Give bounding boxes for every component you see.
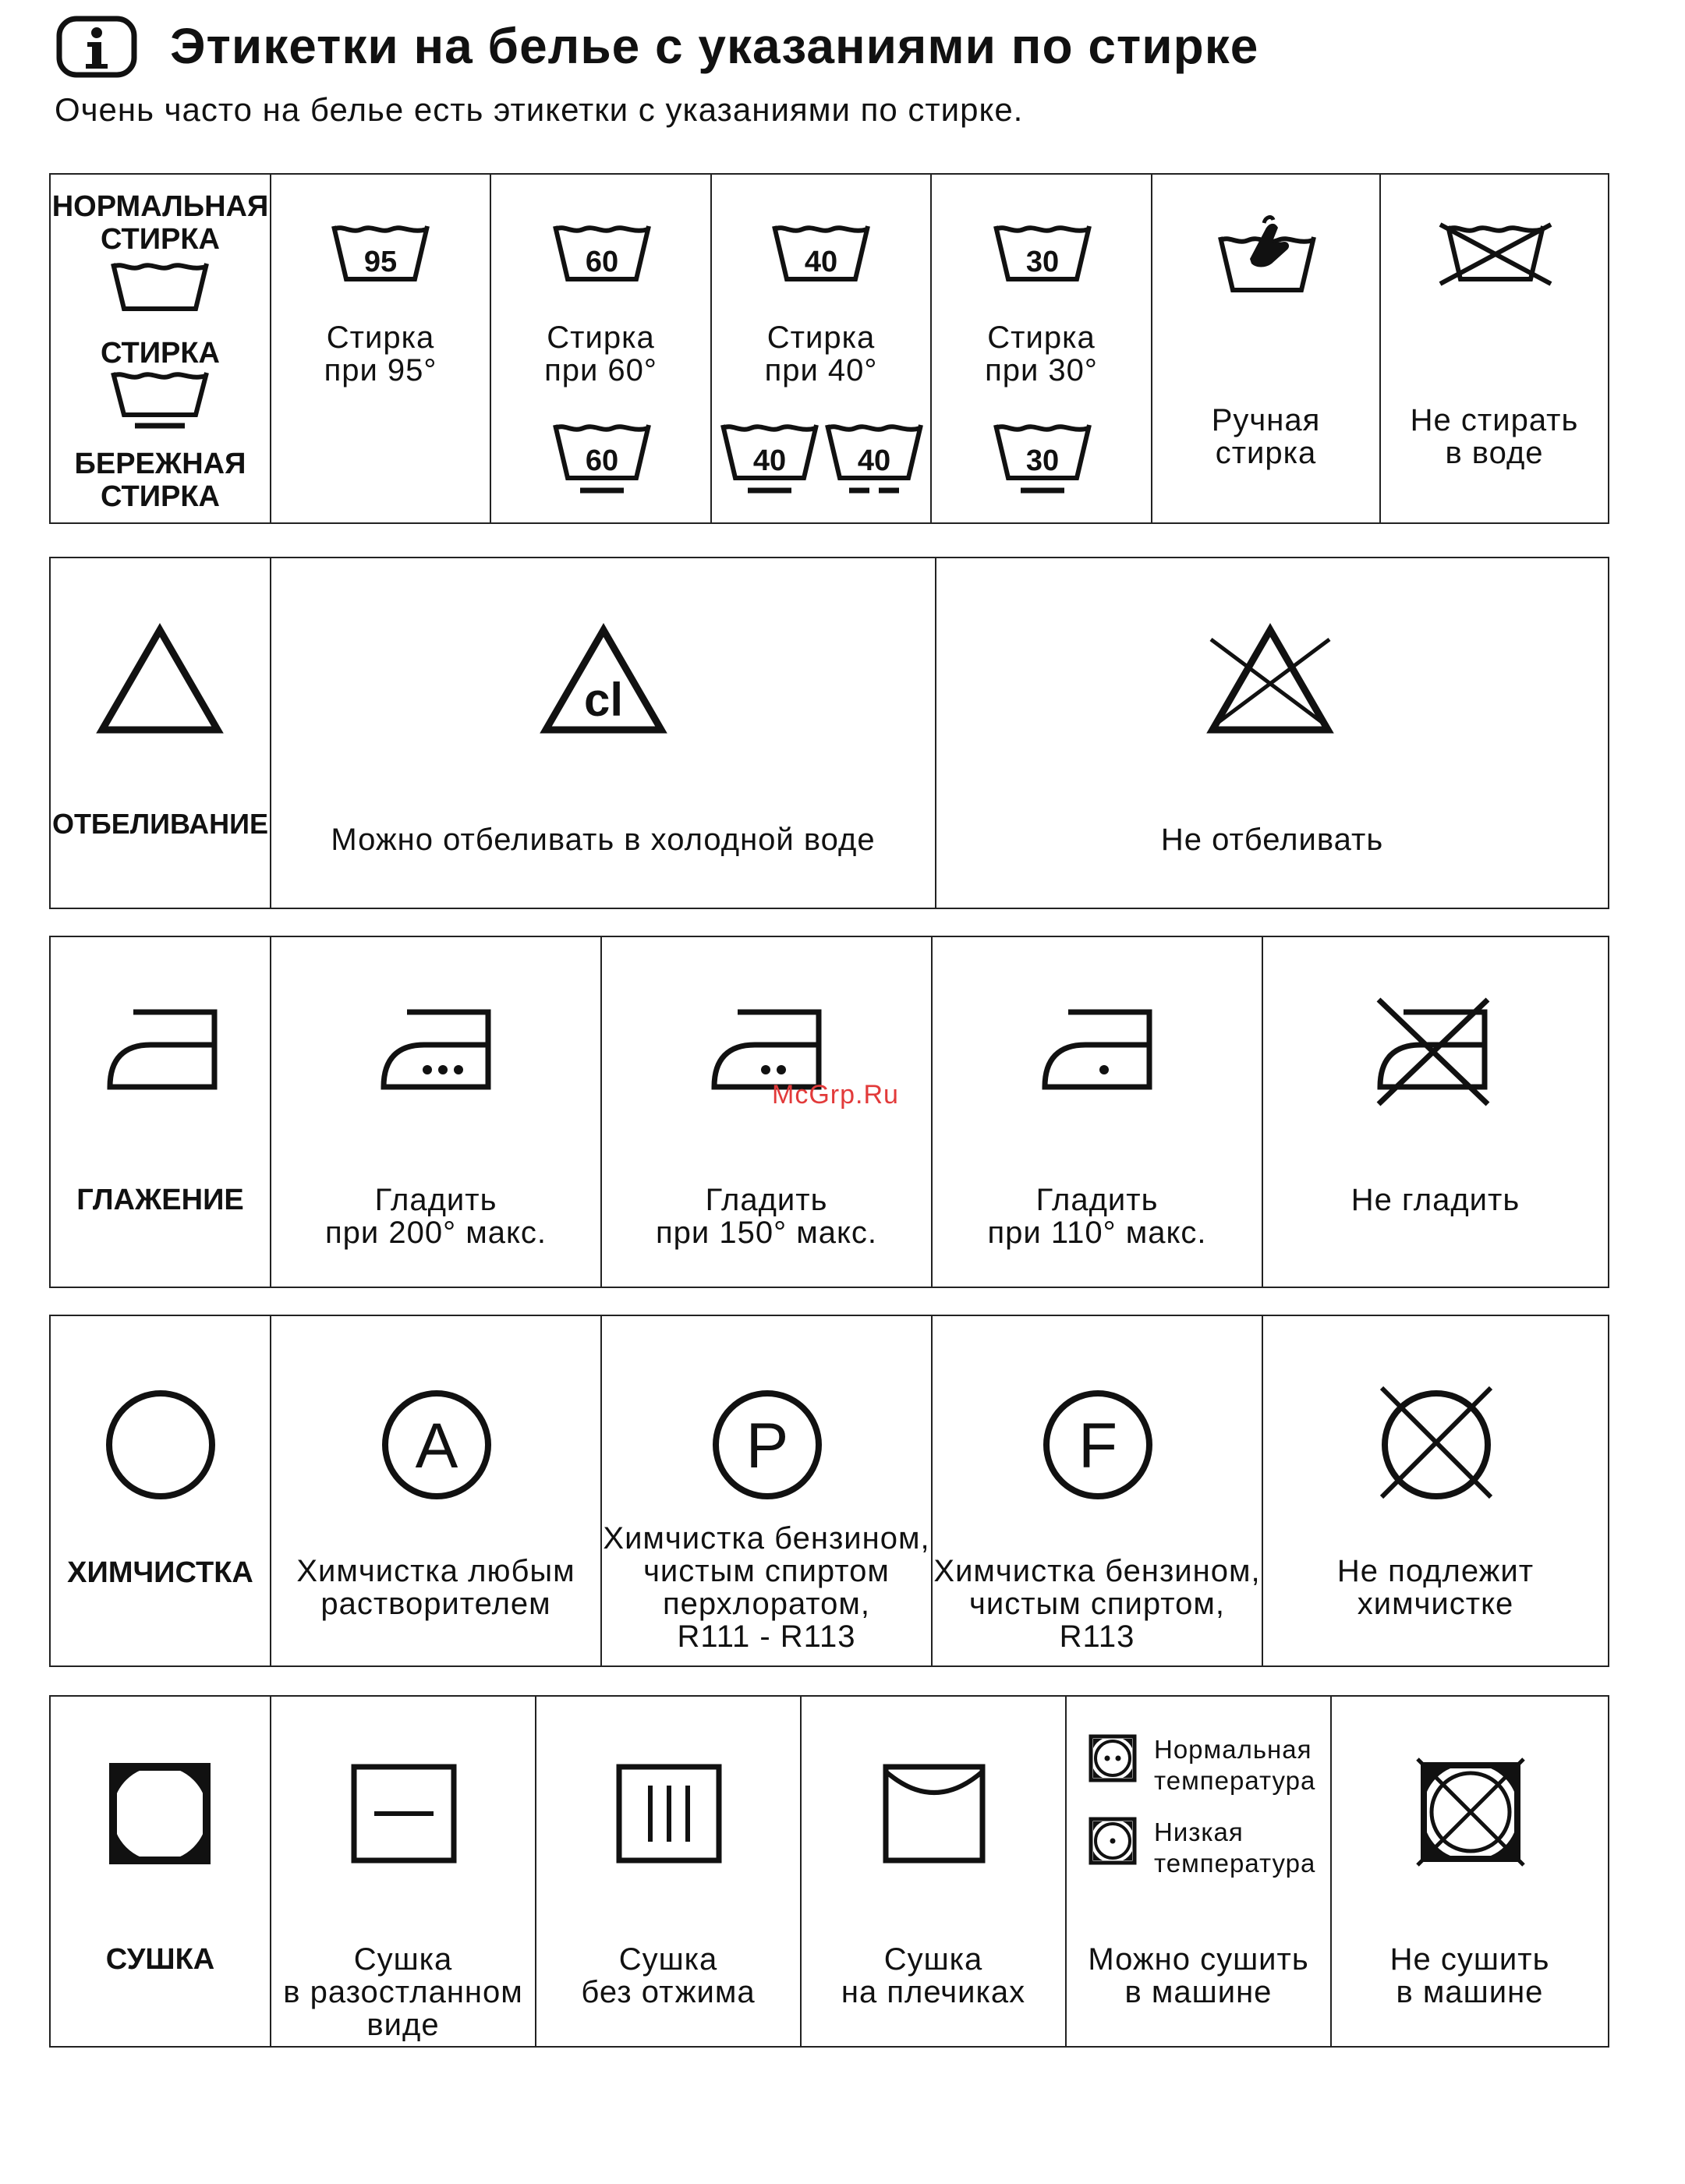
line-dry-icon bbox=[883, 1764, 986, 1864]
iron-110-label: Гладить при 110° макс. bbox=[987, 1183, 1207, 1250]
wash-30-label: Стирка при 30° bbox=[985, 320, 1098, 388]
watermark: McGrp.Ru bbox=[772, 1080, 899, 1110]
dry-flat-icon bbox=[351, 1764, 457, 1864]
iron-150-label: Гладить при 150° макс. bbox=[655, 1183, 878, 1250]
drip-dry-icon bbox=[616, 1764, 722, 1864]
bleaching-heading-cell bbox=[51, 558, 270, 908]
wash-60-temp: 60 bbox=[585, 246, 619, 278]
ironing-row bbox=[49, 936, 1609, 1288]
drying-heading: СУШКА bbox=[105, 1943, 215, 1976]
wash-30-temp: 30 bbox=[1025, 246, 1060, 278]
wash-30-icon bbox=[994, 221, 1091, 287]
do-not-wash-icon bbox=[1437, 221, 1554, 287]
dryclean-a-label: Химчистка любым растворителем bbox=[296, 1554, 575, 1621]
tumble-dry-ok-cell bbox=[1065, 1697, 1330, 2046]
tumble-dry-square-icon bbox=[110, 1764, 210, 1864]
hanger-dry-label: Сушка на плечиках bbox=[841, 1942, 1026, 2009]
tumble-dry-normal-icon bbox=[1089, 1734, 1137, 1782]
wash-95-temp: 95 bbox=[363, 246, 398, 278]
no-wash-label: Не стирать в воде bbox=[1410, 403, 1579, 470]
iron-three-dots-icon bbox=[379, 1007, 493, 1092]
wash-95-icon bbox=[332, 221, 429, 287]
hand-wash-cell bbox=[1151, 175, 1379, 522]
do-not-tumble-dry-icon bbox=[1414, 1756, 1527, 1868]
gentle-wash-heading: БЕРЕЖНАЯ СТИРКА bbox=[74, 448, 246, 513]
bleaching-heading: ОТБЕЛИВАНИЕ bbox=[51, 808, 269, 840]
washing-legend-cell bbox=[51, 175, 270, 522]
normal-temp-label: Нормальная температура bbox=[1154, 1735, 1316, 1795]
gentle-wash-30-temp: 30 bbox=[1025, 444, 1060, 477]
do-not-dryclean-icon bbox=[1375, 1380, 1497, 1502]
bleach-cold-label: Можно отбеливать в холодной воде bbox=[331, 823, 876, 857]
iron-two-dots-icon bbox=[710, 1007, 823, 1092]
dryclean-circle-icon bbox=[104, 1388, 218, 1502]
wash-40-temp: 40 bbox=[804, 246, 838, 278]
wash-95-label: Стирка при 95° bbox=[324, 320, 437, 388]
dry-flat-label: Сушка в разостланном виде bbox=[283, 1942, 523, 2042]
very-gentle-wash-40-temp: 40 bbox=[857, 444, 891, 477]
washing-row bbox=[49, 173, 1609, 524]
page-subtitle: Очень часто на белье есть этикетки с указаниями по стирке. bbox=[55, 91, 1024, 128]
drying-row bbox=[49, 1695, 1609, 2048]
no-wash-cell bbox=[1379, 175, 1608, 522]
low-temp-label: Низкая температура bbox=[1154, 1818, 1316, 1878]
wash-30-cell bbox=[930, 175, 1151, 522]
dryclean-p-cell bbox=[600, 1316, 931, 1665]
dryclean-p-icon bbox=[710, 1388, 824, 1502]
dryclean-f-letter: F bbox=[1078, 1411, 1118, 1481]
wash-60-icon bbox=[554, 221, 650, 287]
dryclean-f-label: Химчистка бензином, чистым спиртом, R113 bbox=[933, 1554, 1261, 1654]
iron-200-cell bbox=[270, 937, 600, 1287]
dryclean-f-icon bbox=[1041, 1388, 1155, 1502]
drycleaning-row bbox=[49, 1315, 1609, 1667]
bleach-cl-text: cl bbox=[583, 674, 624, 726]
bleach-triangle-icon bbox=[96, 624, 224, 734]
wash-heading: СТИРКА bbox=[100, 337, 220, 370]
dryclean-p-letter: P bbox=[745, 1411, 789, 1481]
gentle-wash-30-icon bbox=[994, 420, 1091, 498]
do-not-bleach-icon bbox=[1206, 624, 1334, 734]
dryclean-a-icon bbox=[380, 1388, 494, 1502]
gentle-wash-tub-icon bbox=[112, 371, 208, 430]
no-tumble-dry-label: Не сушить в машине bbox=[1389, 1942, 1550, 2009]
dry-flat-cell bbox=[270, 1697, 535, 2046]
wash-60-label: Стирка при 60° bbox=[544, 320, 657, 388]
drycleaning-heading: ХИМЧИСТКА bbox=[67, 1556, 253, 1589]
no-dryclean-label: Не подлежит химчистке bbox=[1336, 1554, 1535, 1621]
bleach-cl-icon bbox=[540, 624, 667, 734]
very-gentle-wash-40-icon bbox=[826, 420, 922, 498]
dryclean-a-letter: A bbox=[415, 1411, 458, 1481]
tumble-dry-low-icon bbox=[1089, 1817, 1137, 1865]
wash-95-cell bbox=[270, 175, 490, 522]
no-tumble-dry-cell bbox=[1330, 1697, 1608, 2046]
no-bleach-cell bbox=[935, 558, 1608, 908]
iron-200-label: Гладить при 200° макс. bbox=[324, 1183, 547, 1250]
dryclean-f-cell bbox=[931, 1316, 1262, 1665]
info-icon bbox=[56, 16, 137, 78]
drip-dry-cell bbox=[535, 1697, 800, 2046]
drycleaning-heading-cell bbox=[51, 1316, 270, 1665]
no-iron-label: Не гладить bbox=[1350, 1183, 1520, 1217]
iron-icon bbox=[105, 1007, 219, 1092]
wash-40-icon bbox=[773, 221, 869, 287]
wash-60-cell bbox=[490, 175, 710, 522]
hanger-dry-cell bbox=[800, 1697, 1065, 2046]
normal-wash-heading: НОРМАЛЬНАЯ СТИРКА bbox=[51, 190, 269, 256]
iron-one-dot-icon bbox=[1040, 1007, 1154, 1092]
gentle-wash-60-temp: 60 bbox=[585, 444, 619, 477]
do-not-iron-icon bbox=[1366, 993, 1499, 1110]
tumble-dry-ok-label: Можно сушить в машине bbox=[1088, 1942, 1309, 2009]
iron-150-cell bbox=[600, 937, 931, 1287]
no-iron-cell bbox=[1262, 937, 1608, 1287]
no-dryclean-cell bbox=[1262, 1316, 1608, 1665]
bleaching-row bbox=[49, 557, 1609, 909]
wash-40-cell bbox=[710, 175, 930, 522]
dryclean-p-label: Химчистка бензином, чистым спиртом перхлоратом, R111 - R113 bbox=[603, 1521, 930, 1654]
gentle-wash-60-icon bbox=[554, 420, 650, 498]
drip-dry-label: Сушка без отжима bbox=[581, 1942, 756, 2009]
wash-40-label: Стирка при 40° bbox=[764, 320, 878, 388]
gentle-wash-40-icon bbox=[721, 420, 818, 498]
gentle-wash-40-temp: 40 bbox=[752, 444, 787, 477]
drying-heading-cell bbox=[51, 1697, 270, 2046]
dryclean-a-cell bbox=[270, 1316, 600, 1665]
bleach-cold-cell bbox=[270, 558, 935, 908]
iron-110-cell bbox=[931, 937, 1262, 1287]
hand-wash-icon bbox=[1217, 214, 1317, 295]
ironing-heading-cell bbox=[51, 937, 270, 1287]
no-bleach-label: Не отбеливать bbox=[1160, 823, 1384, 857]
hand-wash-label: Ручная стирка bbox=[1211, 403, 1321, 470]
wash-tub-icon bbox=[112, 262, 208, 312]
page-title: Этикетки на белье с указаниями по стирке bbox=[170, 18, 1259, 74]
ironing-heading: ГЛАЖЕНИЕ bbox=[76, 1184, 244, 1216]
